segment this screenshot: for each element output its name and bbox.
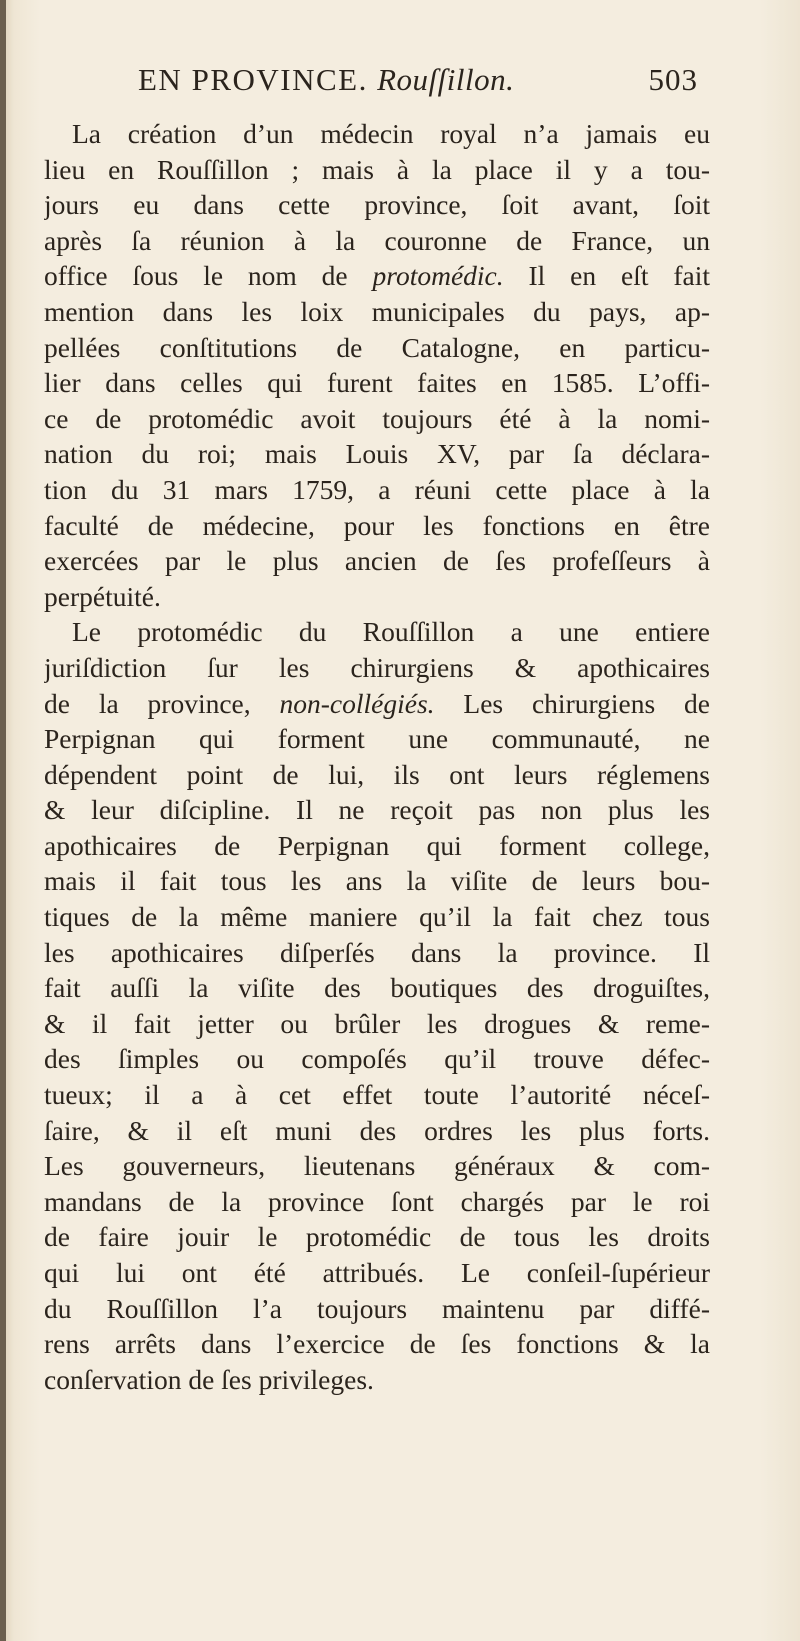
text-line [44,330,710,366]
page-spine-edge [0,0,6,1641]
line-text: dépendent point de lui, ils ont leurs réglemens [44,758,710,790]
line-text: les apothicaires diſperſés dans la province. Il [44,936,710,968]
line-text: perpétuité. [44,580,161,612]
line-text: conſervation de ſes privileges. [44,1363,374,1395]
line-text: Le protomédic du Rouſſillon a une entiere [72,616,710,648]
text-line [44,650,710,686]
text-line [44,1041,710,1077]
text-line [44,116,710,152]
page-header [138,60,698,100]
text-line [44,1148,710,1184]
line-text: lier dans celles qui furent faites en 1585. L’offi- [44,367,710,399]
line-text: Les chirurgiens de [434,687,710,719]
text-line [44,1219,710,1255]
text-line [44,1006,710,1042]
text-line [44,294,710,330]
line-text: office ſous le nom de [44,260,373,292]
text-line [44,152,710,188]
text-line [44,1362,710,1398]
text-line [44,579,710,615]
text-line [44,1326,710,1362]
line-text: après ſa réunion à la couronne de France, un [44,224,710,256]
text-line [44,365,710,401]
text-line [44,721,710,757]
text-line [44,401,710,437]
text-line [44,508,710,544]
text-line [44,1184,710,1220]
text-line [44,792,710,828]
text-line [44,258,710,294]
text-line [44,436,710,472]
line-text: mais il fait tous les ans la viſite de leurs bou- [44,865,710,897]
text-line [44,1291,710,1327]
text-line [44,1255,710,1291]
line-text: fait auſſi la viſite des boutiques des droguiſtes, [44,972,710,1004]
line-text: & il fait jetter ou brûler les drogues & reme- [44,1007,710,1039]
line-text: pellées conſtitutions de Catalogne, en particu- [44,331,710,363]
line-text: de faire jouir le protomédic de tous les droits [44,1221,710,1253]
text-line [44,828,710,864]
text-line [44,543,710,579]
line-text: Il en eſt fait [503,260,710,292]
text-line [44,223,710,259]
line-text: jours eu dans cette province, ſoit avant, ſoit [44,189,710,221]
line-text: des ſimples ou compoſés qu’il trouve défec- [44,1043,710,1075]
running-head [138,60,514,100]
running-head-title: EN PROVINCE. [138,62,368,97]
page-number: 503 [648,62,698,97]
text-line [44,757,710,793]
text-line [44,472,710,508]
running-head-place: Rouſſillon. [377,62,515,97]
line-text: La création d’un médecin royal n’a jamais eu [72,118,710,149]
line-text: qui lui ont été attribués. Le conſeil-ſupérieur [44,1257,710,1288]
line-text: du Rouſſillon l’a toujours maintenu par diffé- [44,1292,710,1324]
line-text: ſaire, & il eſt muni des ordres les plus forts. [44,1114,710,1146]
line-text: rens arrêts dans l’exercice de ſes fonctions & la [44,1328,710,1360]
italic-term: non-collégiés. [279,687,435,719]
body-text [44,116,710,1397]
text-line [44,935,710,971]
line-text: apothicaires de Perpignan qui forment college, [44,829,710,861]
line-text: ce de protomédic avoit toujours été à la nomi- [44,402,710,434]
line-text: juriſdiction ſur les chirurgiens & apothicaires [44,651,710,683]
line-text: & leur diſcipline. Il ne reçoit pas non plus les [44,794,710,826]
text-line [44,686,710,722]
line-text: lieu en Rouſſillon ; mais à la place il y a tou- [44,153,710,185]
line-text: de la province, [44,687,280,719]
line-text: tiques de la même maniere qu’il la fait chez tous [44,901,710,933]
line-text: mention dans les loix municipales du pays, ap- [44,295,710,327]
text-line [44,970,710,1006]
line-text: tueux; il a à cet effet toute l’autorité néceſ- [44,1079,710,1111]
line-text: faculté de médecine, pour les fonctions en être [44,509,710,541]
text-line [44,1113,710,1149]
line-text: tion du 31 mars 1759, a réuni cette place à la [44,473,710,505]
italic-term: protomédic. [372,260,504,292]
line-text: exercées par le plus ancien de ſes profeſſeurs à [44,545,710,577]
text-line [44,863,710,899]
line-text: nation du roi; mais Louis XV, par ſa déclara- [44,438,710,470]
text-line [44,1077,710,1113]
text-line [44,899,710,935]
text-line [44,614,710,650]
line-text: mandans de la province ſont chargés par le roi [44,1185,710,1217]
text-line [44,187,710,223]
line-text: Perpignan qui forment une communauté, ne [44,723,710,755]
line-text: Les gouverneurs, lieutenans généraux & com- [44,1150,710,1182]
